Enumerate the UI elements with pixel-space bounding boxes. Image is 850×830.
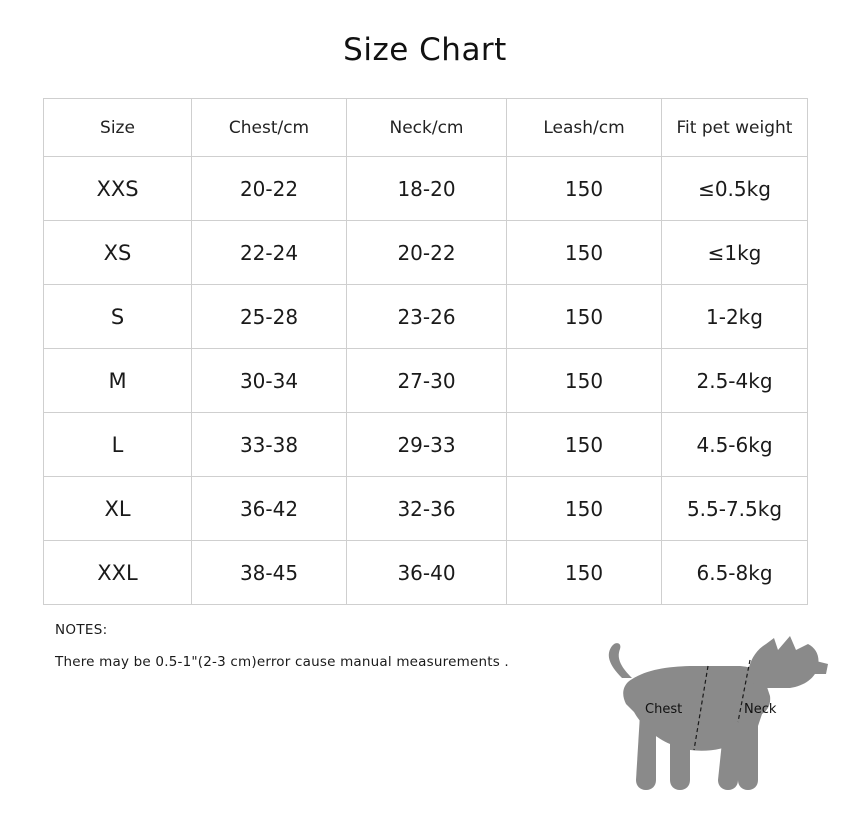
cell-size: XL — [44, 477, 192, 541]
cell-size: L — [44, 413, 192, 477]
cell-chest: 20-22 — [192, 157, 347, 221]
notes-text: There may be 0.5-1"(2-3 cm)error cause manual measurements . — [55, 653, 509, 670]
size-table — [43, 98, 808, 605]
cell-leash: 150 — [507, 157, 662, 221]
cell-leash: 150 — [507, 221, 662, 285]
cell-weight: 1-2kg — [662, 285, 808, 349]
table-row — [44, 285, 808, 349]
cell-leash: 150 — [507, 541, 662, 605]
chest-label: Chest — [645, 702, 683, 717]
cell-neck: 23-26 — [347, 285, 507, 349]
cell-neck: 32-36 — [347, 477, 507, 541]
column-header-chest: Chest/cm — [192, 99, 347, 157]
cell-weight: 4.5-6kg — [662, 413, 808, 477]
table-row — [44, 413, 808, 477]
cell-size: XS — [44, 221, 192, 285]
notes-label: NOTES: — [55, 622, 108, 638]
cell-neck: 18-20 — [347, 157, 507, 221]
cell-size: S — [44, 285, 192, 349]
cell-neck: 20-22 — [347, 221, 507, 285]
cell-chest: 36-42 — [192, 477, 347, 541]
table-row — [44, 349, 808, 413]
cell-neck: 27-30 — [347, 349, 507, 413]
cell-leash: 150 — [507, 349, 662, 413]
cell-chest: 22-24 — [192, 221, 347, 285]
table-row — [44, 221, 808, 285]
dog-illustration-icon — [598, 630, 828, 820]
column-header-weight: Fit pet weight — [662, 99, 808, 157]
cell-leash: 150 — [507, 285, 662, 349]
cell-weight: ≤1kg — [662, 221, 808, 285]
column-header-size: Size — [44, 99, 192, 157]
table-row — [44, 157, 808, 221]
cell-chest: 33-38 — [192, 413, 347, 477]
table-row — [44, 541, 808, 605]
cell-size: XXS — [44, 157, 192, 221]
cell-neck: 29-33 — [347, 413, 507, 477]
cell-chest: 30-34 — [192, 349, 347, 413]
neck-label: Neck — [744, 702, 777, 717]
cell-size: XXL — [44, 541, 192, 605]
cell-chest: 25-28 — [192, 285, 347, 349]
cell-weight: ≤0.5kg — [662, 157, 808, 221]
table-row — [44, 477, 808, 541]
cell-weight: 2.5-4kg — [662, 349, 808, 413]
size-table-container — [43, 98, 807, 605]
cell-weight: 5.5-7.5kg — [662, 477, 808, 541]
cell-leash: 150 — [507, 413, 662, 477]
cell-neck: 36-40 — [347, 541, 507, 605]
column-header-leash: Leash/cm — [507, 99, 662, 157]
cell-leash: 150 — [507, 477, 662, 541]
table-body — [44, 157, 808, 605]
dog-measurement-diagram — [598, 630, 828, 820]
column-header-neck: Neck/cm — [347, 99, 507, 157]
table-header-row — [44, 99, 808, 157]
cell-weight: 6.5-8kg — [662, 541, 808, 605]
cell-chest: 38-45 — [192, 541, 347, 605]
page-title: Size Chart — [343, 32, 507, 68]
cell-size: M — [44, 349, 192, 413]
table-header — [44, 99, 808, 157]
